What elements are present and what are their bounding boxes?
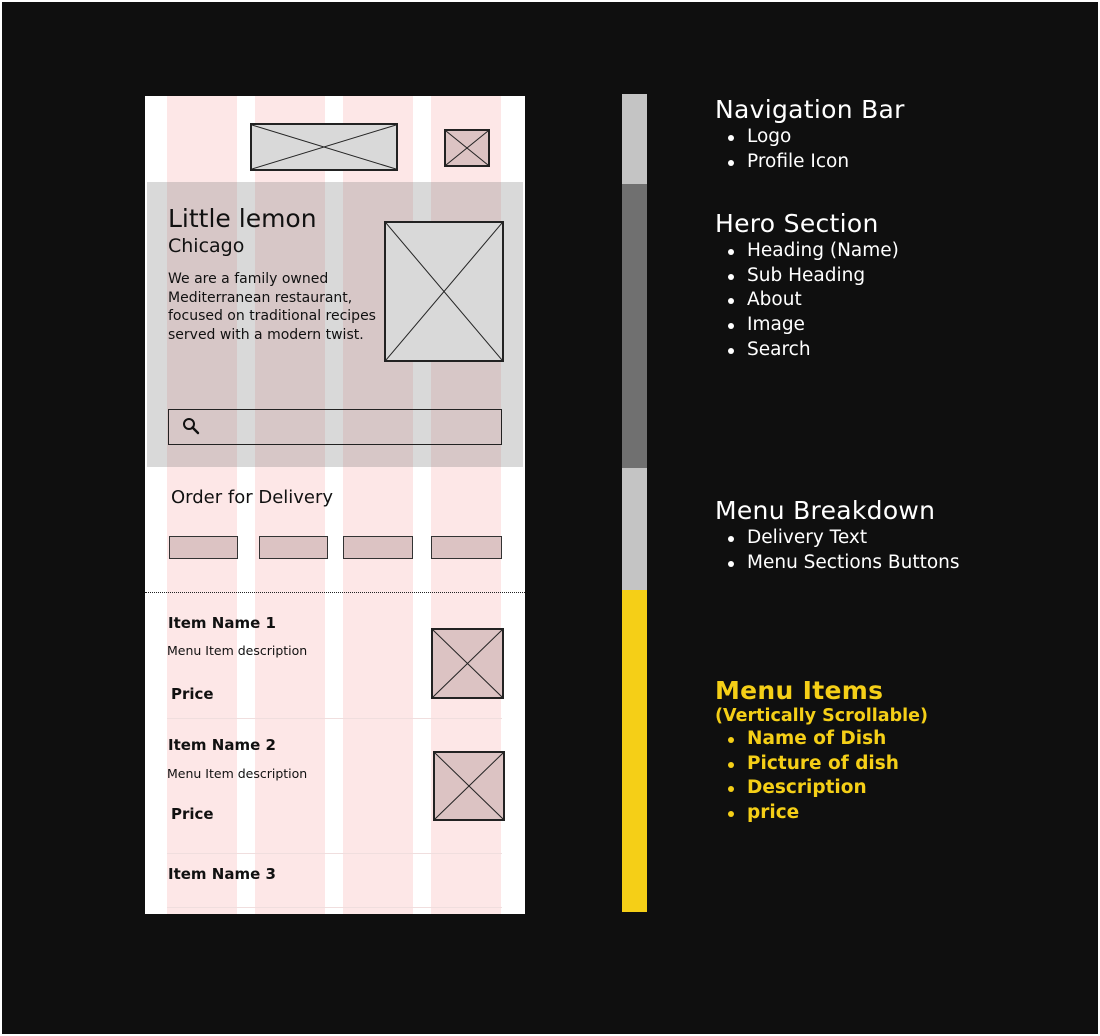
legend-item: Search [715,338,899,363]
profile-icon-placeholder [444,129,490,167]
item-divider [167,718,502,719]
legend-item: Heading (Name) [715,239,899,264]
legend-item: Menu Sections Buttons [715,551,960,576]
menu-section-button[interactable] [169,536,238,559]
legend-item: Name of Dish [715,727,928,752]
menu-item-image-placeholder [433,751,505,821]
menu-item-price: Price [171,805,214,823]
item-divider [167,907,502,908]
menu-item-name: Item Name 2 [168,736,276,754]
menu-breakdown-segment [622,468,647,590]
logo-placeholder [250,123,398,171]
menu-item-name: Item Name 3 [168,865,276,883]
menu-item-description: Menu Item description [167,643,308,658]
search-input[interactable] [168,409,502,445]
menu-items-segment [622,590,647,912]
legend-item: Profile Icon [715,150,905,175]
legend-item: Picture of dish [715,752,928,777]
diagram-canvas [2,2,1098,1034]
section-divider [145,592,525,593]
legend-navigation-bar [715,95,905,174]
legend-title: Hero Section [715,209,879,238]
hero-image-placeholder [384,221,504,362]
legend-item: Image [715,313,899,338]
legend-item: Description [715,776,928,801]
item-divider [167,853,502,854]
legend-item: About [715,288,899,313]
legend-title: Menu Items [715,676,884,705]
hero-heading: Little lemon [168,204,317,233]
hero-section-segment [622,184,647,468]
legend-item: Sub Heading [715,264,899,289]
mobile-wireframe [145,96,525,914]
legend-subtitle: (Vertically Scrollable) [715,706,928,726]
legend-title: Navigation Bar [715,95,905,124]
menu-item-name: Item Name 1 [168,614,276,632]
legend-item: price [715,801,928,826]
legend-hero-section [715,209,899,362]
search-icon [181,416,201,436]
legend-menu-items [715,676,928,826]
menu-section-button[interactable] [431,536,502,559]
legend-title: Menu Breakdown [715,496,936,525]
legend-item: Delivery Text [715,526,960,551]
menu-item-description: Menu Item description [167,766,308,781]
legend-item: Logo [715,125,905,150]
order-for-delivery-heading: Order for Delivery [171,487,334,508]
nav-bar-segment [622,94,647,184]
menu-section-button[interactable] [259,536,328,559]
hero-subheading: Chicago [168,235,245,257]
menu-item-image-placeholder [431,628,504,699]
hero-about-text: We are a family owned Mediterranean restaurant, focused on traditional recipes served with a modern twist. [168,271,376,343]
menu-item-price: Price [171,685,214,703]
menu-section-button[interactable] [343,536,413,559]
legend-menu-breakdown [715,496,960,575]
